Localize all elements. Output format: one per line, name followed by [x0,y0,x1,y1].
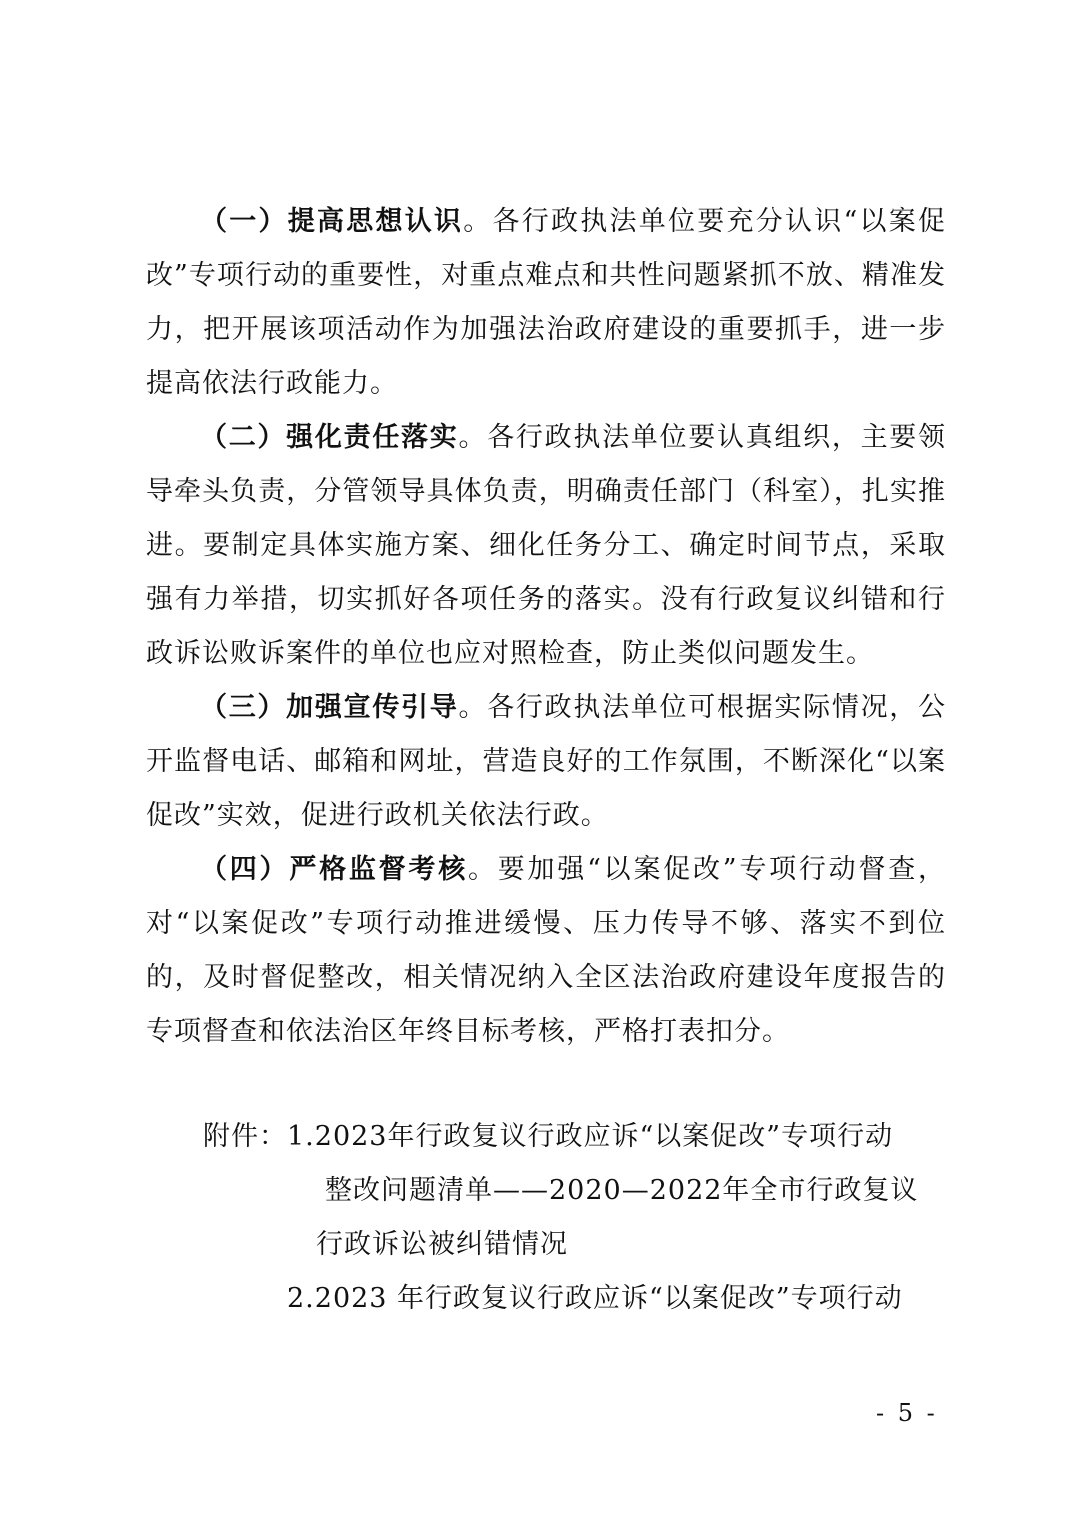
paragraph-2-body: 。各行政执法单位要认真组织，主要领导牵头负责，分管领导具体负责，明确责任部门（科室），扎实推进。要制定具体实施方案、细化任务分工、确定时间节点，采取强有力举措，切实抓好各项任务的落实。没有行政复议纠错和行政诉讼败诉案件的单位也应对照检查，防止类似问题发生。 [146,422,947,669]
page-number: - 5 - [876,1399,938,1427]
paragraph-2 [146,411,946,681]
paragraph-1 [146,195,946,411]
attachments-label: 附件： [203,1121,287,1152]
attachment-2-line-1: 2.2023 年行政复议行政应诉“以案促改”专项行动 [287,1283,903,1314]
paragraph-4-body: 。要加强“以案促改”专项行动督查，对“以案促改”专项行动推进缓慢、压力传导不够、落实不到位的，及时督促整改，相关情况纳入全区法治政府建设年度报告的专项督查和依法治区年终目标考核，严格打表扣分。 [146,854,947,1047]
paragraph-2-heading: （二）强化责任落实 [200,422,459,453]
paragraph-1-heading: （一）提高思想认识 [200,206,464,237]
paragraph-3-heading: （三）加强宣传引导 [200,692,459,723]
paragraph-4 [146,843,946,1059]
paragraph-3 [146,681,946,843]
paragraph-3-body: 。各行政执法单位可根据实际情况，公开监督电话、邮箱和网址，营造良好的工作氛围，不断深化“以案促改”实效，促进行政机关依法行政。 [146,692,947,831]
attachment-1-line-1: 1.2023年行政复议行政应诉“以案促改”专项行动 [287,1121,894,1152]
attachment-1-line-3: 行政诉讼被纠错情况 [316,1229,568,1260]
paragraph-4-heading: （四）严格监督考核 [200,854,468,885]
attachment-1-line-2: 整改问题清单——2020—2022年全市行政复议 [325,1175,919,1206]
paragraph-1-body: 。各行政执法单位要充分认识“以案促改”专项行动的重要性，对重点难点和共性问题紧抓不放、精准发力，把开展该项活动作为加强法治政府建设的重要抓手，进一步提高依法行政能力。 [146,206,946,399]
